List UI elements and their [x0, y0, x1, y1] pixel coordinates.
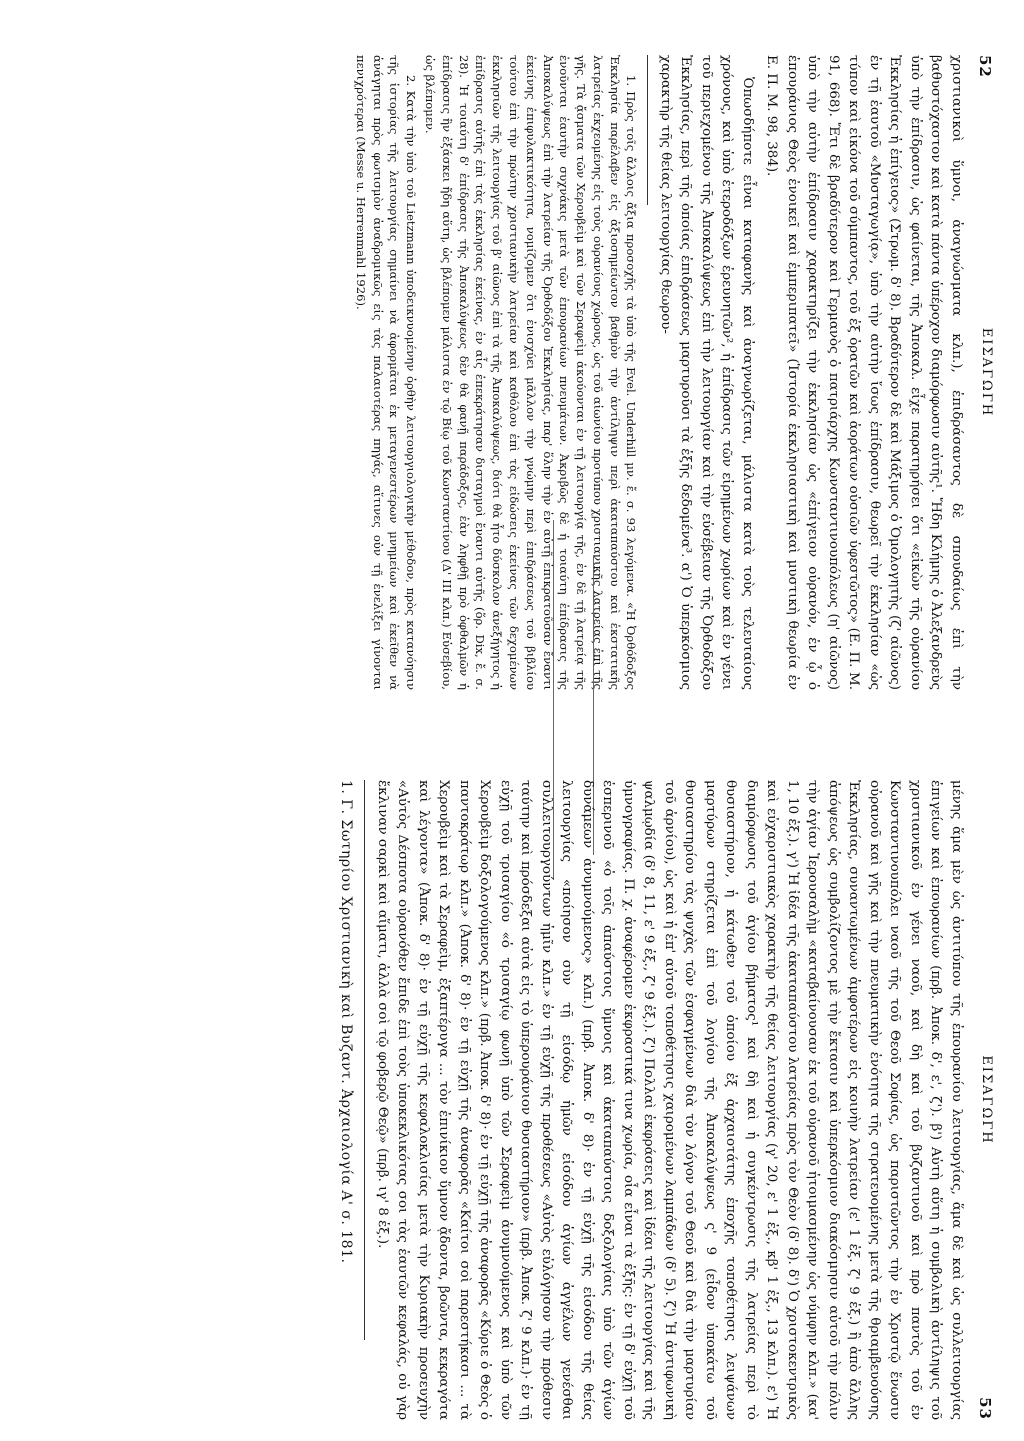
right-paragraph: μένης ἅμα μὲν ὡς ἀντιτύπου τῆς ἐπουρανίου λειτουργίας, ἅμα δὲ καὶ ὡς συλλειτουργίας ἐπιγείων καὶ ἐπουρανίων (πρβ. Ἀποκ. δ', ε', ζ'). β') Αὐτὴ αὕτη ἡ συμβολικὴ ἀντίληψις τοῦ χριστιανικοῦ ἐν γένει ναοῦ, καὶ δὴ καὶ τοῦ βυζαντινοῦ καὶ πρὸ παντὸς τοῦ ἐν Κωνσταντινουπόλει ναοῦ τῆς τοῦ Θεοῦ Σοφίας, ὡς παριστῶντος τὴν ἐν Χριστῷ ἕνωσιν οὐρανοῦ καὶ γῆς καὶ τὴν πνευματικὴν ἑνότητα τῆς στρατευομένης μετὰ τῆς θριαμβευούσης Ἐκκλησίας, συναντωμένων ἀμφοτέρων εἰς κοινὴν λατρείαν (ε' 1 ἑξ. ζ' 9 ἑξ.) ἢ ἀπὸ ἄλλης ἀπόψεως ὡς συμβολίζοντος μὲ τὴν ἔκτασιν καὶ ὑπερκόσμιον διακόσμησιν αὐτοῦ τὴν πόλιν τὴν ἁγίαν Ἱερουσαλὴμ «καταβαίνουσαν ἐκ τοῦ οὐρανοῦ ἡτοιμασμένην ὡς νύμφην κλπ.» (κα' 1, 10 ἑξ.). γ') Ἡ ἰδέα τῆς ἀκαταπαύστου λατρείας πρὸς τὸν Θεὸν (δ' 8). δ') Ὁ χριστοκεντρικὸς καὶ εὐχαριστιακὸς χαρακτὴρ τῆς θείας λειτουργίας (γ' 20, ε' 1 ἑξ., κβ' 1 ἑξ., 13 κλπ.). ε') Ἡ διαμόρφωσις τοῦ ἁγίου βήματος¹ καὶ δὴ καὶ ἡ συγκέντρωσις τῆς λατρείας περὶ τὸ θυσιαστήριον, ἡ κάτωθεν τοῦ ὁποίου ἐξ ἀρχαιοτάτης ἐποχῆς τοποθέτησις λειψάνων μαρτύρων στηρίζεται ἐπὶ τοῦ λογίου τῆς Ἀποκαλύψεως ς' 9 (εἶδον ὑποκάτω τοῦ θυσιαστηρίου τὰς ψυχὰς τῶν ἐσφαγμένων διὰ τὸν λόγον τοῦ Θεοῦ καὶ διὰ τὴν μαρτυρίαν τοῦ ἀρνίου), ὡς καὶ ἡ ἐπ' αὐτοῦ τοποθέτησις χαιρομένων λαμπάδων (δ' 5). ζ') Ἡ ἀντιφωνικὴ ψαλμῳδία (δ' 8, 11, ε' 9 ἑξ., ζ' 9 ἑξ.). ζ') Πολλαὶ ἐκφράσεις καὶ ἰδέαι τῆς λειτουργίας καὶ τῆς ὑμνογραφίας. Π. χ. ἀναφέρομεν ἐκφραστικά τινα χωρία, οἷα εἶναι τὰ ἑξῆς: ἐν τῇ δ' εὐχῇ τοῦ ἑσπερινοῦ «ὁ τοῖς ἀπαύστοις ὕμνοις καὶ ἀκαταπαύστοις δοξολογίαις ὑπὸ τῶν ἁγίων δυνάμεων ἀνυμνούμενος» κλπ.) (πρβ. Ἀποκ. δ' 8)· ἐν τῇ εὐχῇ τῆς εἰσόδου τῆς θείας λειτουργίας «ποίησον σὺν τῇ εἰσόδῳ ἡμῶν εἰσόδου ἁγίων ἀγγέλων γενέσθαι συλλειτουργούντων ἡμῖν κλπ.» ἐν τῇ εὐχῇ τῆς προθέσεως «Αὐτὸς εὐλόγησον τὴν πρόθεσιν ταύτην καὶ πρόσδεξαι αὐτὰ εἰς τὸ ὑπερουράνιον θυσιαστήριον» (πρβ. Ἀποκ. ζ' 9 κλπ.)· ἐν τῇ εὐχῇ τοῦ τρισαγίου «ὁ τρισαγίῳ φωνῇ ὑπὸ τῶν Σεραφεὶμ ἀνυμνούμενος καὶ ὑπὸ τῶν Χερουβεὶμ δοξολογούμενος κλπ.» (πρβ. Ἀποκ. δ' 8)· ἐν τῇ εὐχῇ τῆς ἀναφορᾶς «Κύριε ὁ Θεὸς ὁ παντοκράτωρ κλπ.» (Ἀποκ. δ' 8)· ἐν τῇ εὐχῇ τῆς ἀναφορᾶς «Καίτοι σοὶ παρεστήκασι ... τὰ Χερουβεὶμ καὶ τὰ Σεραφεὶμ, ἑξαπτέρυγα ... τὸν ἐπινίκιον ὕμνον ᾄδοντα, βοῶντα, κεκραγότα καὶ λέγοντα» (Ἀποκ. δ' 8)· ἐν τῇ εὐχῇ τῆς κεφαλοκλισίας μετὰ τὴν Κυριακὴν προσευχὴν «Αὐτὸς Δέσποτα οὐρανόθεν ἔπιδε ἐπὶ τοὺς ὑποκεκλικότας σοι τὰς ἑαυτῶν κεφαλάς, οὐ γὰρ ἔκλιναν σαρκὶ καὶ αἵματι, ἀλλὰ σοὶ τῷ φοβερῷ Θεῷ» (πρβ. ιγ' 8 ἑξ.). [375, 780, 964, 1420]
right-footnote: 1. Γ. Σωτηρίου Χριστιανικὴ καὶ Βυζαντ. Ἀρχαιολογία Α' σ. 181. [338, 780, 355, 1264]
right-page [0, 740, 1024, 1440]
footnote: 1. Πρὸς τοῖς ἄλλοις ἄξια προσοχῆς τὰ ὑπὸ τῆς Evel. Underhill μν. ἔ. σ. 93 λεγόμενα. «Ἡ Ὀρθόδοξος Ἐκκλησία παρέλαβεν εἰς ἀξιοσημείωτον βαθμὸν τὴν ἀντίληψιν περὶ ἀκαταπαύστου καὶ ἐκστατικῆς λατρείας ἐκχεομένης εἰς τοὺς οὐρανίους χώρους, ὡς τοῦ αἰωνίου προτύπου χριστιανικῆς λατρείας ἐπὶ τῆς γῆς. Τὰ ᾄσματα τῶν Χερουβεὶμ καὶ τῶν Σεραφεὶμ ἀκούονται ἐν τῇ λειτουργίᾳ τῆς, ἐν δὲ τῇ λατρείᾳ τῆς ἑνοῦνται ἑαυτὴν συχνάκις μετὰ τῶν ἐπουρανίων πνευμάτων. Ἀκριβῶς δὲ ἡ τοιαύτη ἐπίδρασις τῆς Ἀποκαλύψεως ἐπὶ τὴν λατρείαν τῆς Ὀρθοδόξου Ἐκκλησίας, παρ' ὅλην τὴν ἐν αὐτῇ ἐπικρατοῦσαν ἔναντι ἐκείνης ἐπιφυλακτικότητα, νομίζομεν ὅτι ἐνισχύει μᾶλλον τὴν γνώμην περὶ ἐπιδράσεως τοῦ βιβλίου τούτου ἐπὶ τὴν πρώτην χριστιανικὴν λατρείαν καὶ καθόλου ἐπὶ τὰς εἰδώσεις ἐκείνας τῶν δεχομένων ἐκκλησιῶν τῆς λειτουργίας τοῦ β' αἰῶνος ἐπὶ τὰ τῆς Ἀποκαλύψεως, διότι θὰ ἦτο δύσκολον ἀνεξήγητος ἡ ἐπίδρασις αὐτῆς ἐπὶ τὰς ἐκκλησίας ἐκείνας, ἐν αἷς ἐπεκράτησαν δισταγμοὶ ἔναντι αὐτῆς (ὅρ. Dix, ἔ. σ. 28). Ἡ τοιαύτη δ' ἐπίδρασις τῆς Ἀποκαλύψεως δὲν θὰ φανῇ παράδοξος, ἐὰν ληφθῇ πρὸ ὀφθαλμῶν ἡ ἐπίδρασις ἣν ἐξάσκει ἤδη αὕτη, ὡς βλέπομεν μάλιστα ἐν τῷ Βίῳ τοῦ Κωνσταντίνου (Δ' III κλπ.) Εὐσεβίου, ὡς βλέπομεν. [422, 55, 639, 690]
footnote-rule [365, 780, 366, 1340]
right-running-head [966, 780, 994, 1420]
left-page [0, 0, 1024, 700]
left-running-title: ΕΙΣΑΓΩΓΗ [979, 327, 994, 418]
left-running-head [966, 55, 994, 690]
footnote-rule [648, 55, 649, 205]
right-body-text [372, 780, 967, 1420]
right-running-title: ΕΙΣΑΓΩΓΗ [979, 1055, 994, 1145]
left-body-text [655, 55, 967, 690]
left-paragraph: Ὁπωσδήποτε εἶναι καταφανὴς καὶ ἀναγνωρίζεται, μάλιστα κατὰ τοὺς τελευταίους χρόνους, καὶ ὑπὸ ἑτεροδόξων ἐρευνητῶν², ἡ ἐπίδρασις τῶν εἰρημένων χωρίων καὶ ἐν γένει τοῦ περιεχομένου τῆς Ἀποκαλύψεως ἐπὶ τὴν λειτουργίαν καὶ τὴν εὐσέβειαν τῆς Ὀρθοδόξου Ἐκκλησίας, περὶ τῆς ὁποίας ἐπιδράσεως μαρτυροῦσι τὰ ἑξῆς δεδομένα³. α') Ὁ ὑπερκόσμιος χαρακτὴρ τῆς θείας λειτουργίας θεωρου- [658, 55, 755, 690]
right-page-number: 53 [976, 1397, 994, 1420]
left-footnotes [352, 55, 640, 690]
left-page-number: 52 [976, 55, 994, 78]
left-paragraph: χριστιανικοὶ ὕμνοι, ἀναγνώσματα κλπ.), ἐπιδράσαντος δὲ σπουδαίως ἐπὶ τὴν βαθυστόχαστον καὶ κατὰ πάντα ὑπέροχον διαμόρφωσιν αὐτῆς¹. Ἤδη Κλήμης ὁ Ἀλεξανδρεὺς ὑπὸ τὴν ἐπίδρασιν, ὡς φαίνεται, τῆς Ἀποκαλ. εἶχε παρατηρήσει ὅτι «εἰκὼν τῆς οὐρανίου Ἐκκλησίας ἡ ἐπίγειος» (Στρωμ. δ' 8). Βραδύτερον δὲ καὶ Μάξιμος ὁ Ὁμολογητὴς (ζ' αἰῶνος) ἐν τῇ ἑαυτοῦ «Μυσταγωγίᾳ», ὑπὸ τὴν αὐτὴν ἴσως ἐπίδρασιν, θεωρεῖ τὴν ἐκκλησίαν «ὡς τύπον καὶ εἰκόνα τοῦ σύμπαντος, τοῦ ἐξ ὁρατῶν καὶ ἀοράτων οὐσιῶν ὑφεστῶτος» (Ε. Π. Μ. 91, 668). Ἔτι δὲ βραδύτερον καὶ Γερμανὸς ὁ πατριάρχης Κωνσταντινουπόλεως (η' αἰῶνος) ὑπὸ τὴν αὐτὴν ἐπίδρασιν χαρακτηρίζει τὴν ἐκκλησίαν ὡς «ἐπίγειον οὐρανόν, ἐν ᾧ ὁ ἐπουράνιος Θεὸς ἐνοικεῖ καὶ ἐμπεριπατεῖ» (Ἱστορία ἐκκλησιαστικὴ καὶ μυστικὴ θεωρία ἐν Ε. Π. Μ. 98, 384). [764, 55, 964, 690]
footnote: 2. Κατὰ τὴν ὑπὸ τοῦ Lietzmann ὑποδεικνυομένην ὀρθὴν λειτουργιολογικὴν μέθοδον, πρὸς κατανόησιν τῆς ἱστορίας τῆς λειτουργίας σημαίνει νὰ ἀφορμᾶται ἐκ μεταγενεστέρων μνημείων καὶ ἐκεῖθεν νὰ ἀνάγηται πρὸς φωτισμὸν ἀναδρομικῶς εἰς τὰς παλαιοτέρας πηγάς, αἵτινες οὐν τῇ ἐνελίξει γίνονται πενιχρότεραι (Messe u. Herrenmahl 1926). [353, 55, 419, 690]
